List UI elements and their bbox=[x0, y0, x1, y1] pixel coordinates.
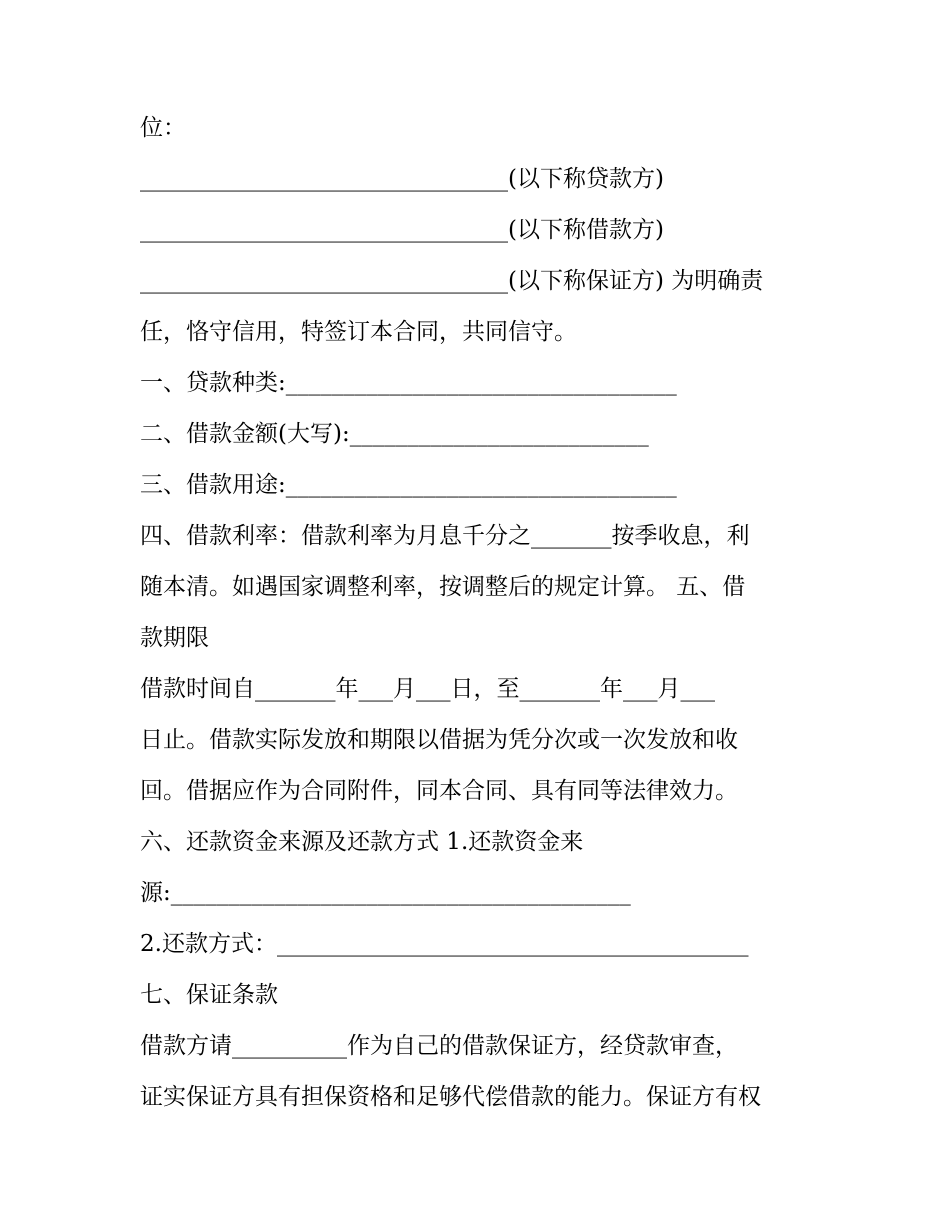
guarantor-party-line: ________________________________(以下称保证方) 为明确责 bbox=[140, 268, 764, 294]
text-line: 随本清。如遇国家调整利率，按调整后的规定计算。 五、借 bbox=[140, 574, 746, 600]
loan-period-line: 借款时间自_______年___月___日，至_______年___月___ bbox=[140, 676, 715, 702]
borrower-party-line: ________________________________(以下称借款方) bbox=[140, 217, 664, 243]
repayment-clause: 六、还款资金来源及还款方式 1.还款资金来 bbox=[140, 829, 584, 855]
guarantee-clause-heading: 七、保证条款 bbox=[140, 982, 278, 1008]
text-line: 回。借据应作为合同附件，同本合同、具有同等法律效力。 bbox=[140, 778, 738, 804]
text-line: 任，恪守信用，特签订本合同，共同信守。 bbox=[140, 319, 577, 345]
text-line: 日止。借款实际发放和期限以借据为凭分次或一次发放和收 bbox=[140, 727, 738, 753]
text-line: 位： bbox=[140, 115, 186, 141]
repayment-method-line: 2.还款方式：_________________________________________ bbox=[140, 931, 749, 957]
loan-type-clause: 一、贷款种类:__________________________________ bbox=[140, 370, 677, 396]
repayment-source-line: 源:________________________________________ bbox=[140, 880, 631, 906]
interest-rate-clause: 四、借款利率：借款利率为月息千分之_______按季收息，利 bbox=[140, 523, 750, 549]
lender-party-line: ________________________________(以下称贷款方) bbox=[140, 166, 664, 192]
text-line: 借款方请__________作为自己的借款保证方，经贷款审查， bbox=[140, 1033, 738, 1059]
text-line: 证实保证方具有担保资格和足够代偿借款的能力。保证方有权 bbox=[140, 1084, 761, 1110]
loan-purpose-clause: 三、借款用途:__________________________________ bbox=[140, 472, 677, 498]
loan-amount-clause: 二、借款金额(大写):__________________________ bbox=[140, 421, 649, 447]
loan-term-heading: 款期限 bbox=[140, 625, 209, 651]
